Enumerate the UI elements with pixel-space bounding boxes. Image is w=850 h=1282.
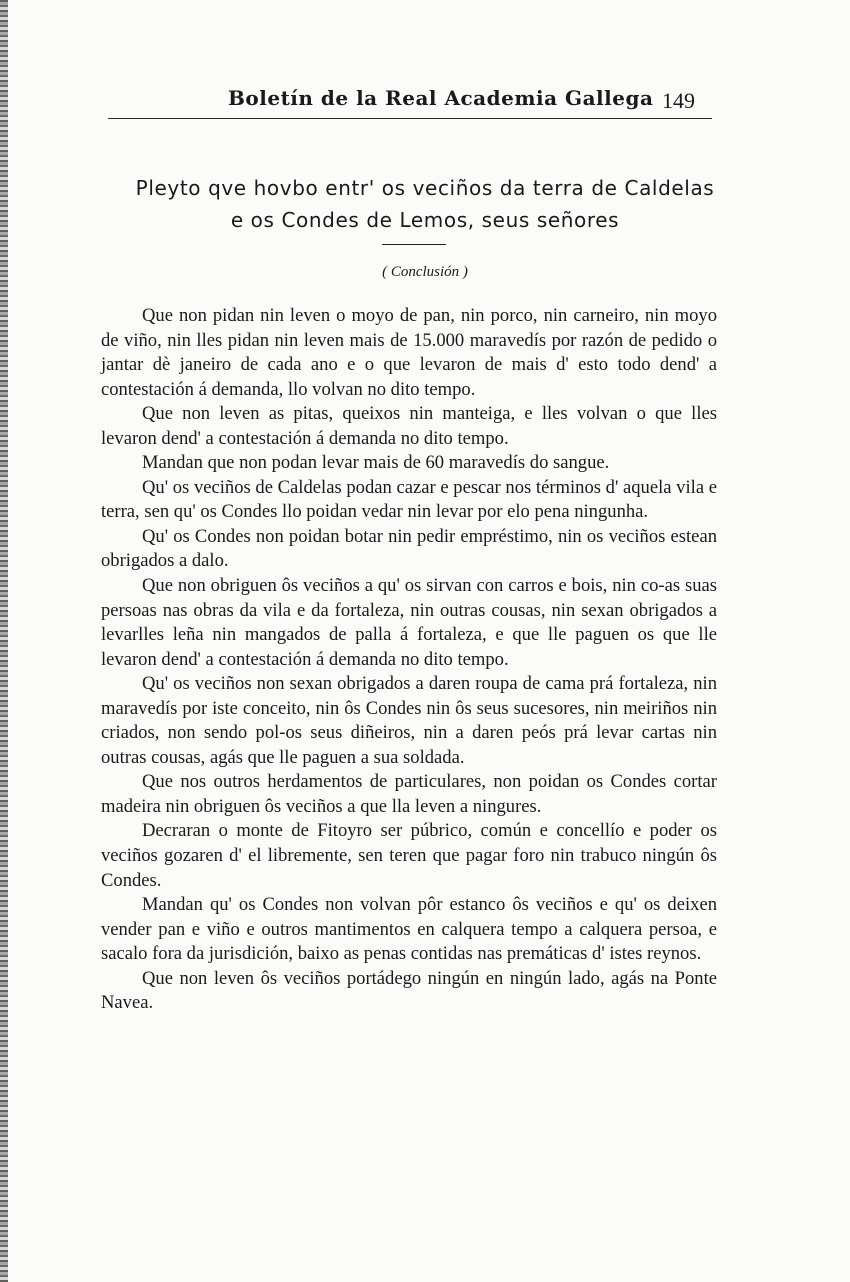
page-number: 149 (662, 88, 695, 113)
article-title-line-2: e os Condes de Lemos, seus señores (230, 208, 620, 232)
paragraph: Qu' os veciños de Caldelas podan cazar e pescar nos términos d' aquela vila e terra, sen qu' os Condes llo poidan vedar nin levar por elo pena ningunha. (101, 476, 717, 523)
article-body (101, 304, 717, 1016)
paragraph: Que non leven ôs veciños portádego ningún en ningún lado, agás na Ponte Navea. (101, 967, 717, 1014)
paragraph: Mandan que non podan levar mais de 60 maravedís do sangue. (142, 452, 610, 474)
running-title: Boletín de la Real Academia Gallega (228, 86, 654, 110)
paragraph: Que non leven as pitas, queixos nin manteiga, e lles volvan o que lles levaron dend' a contestación á demanda no dito tempo. (101, 403, 717, 449)
paragraph: Qu' os Condes non poidan botar nin pedir empréstimo, nin os veciños estean obrigados a dalo. (101, 525, 717, 572)
title-rule (382, 244, 446, 245)
paragraph: Que nos outros herdamentos de particulares, non poidan os Condes cortar madeira nin obriguen ôs veciños a que lla leven a ningures. (101, 771, 717, 817)
header-rule (108, 118, 712, 119)
article-title-line-1: Pleyto qve hovbo entr' os veciños da terra de Caldelas (135, 176, 715, 200)
article-title (0, 172, 850, 236)
paragraph: Que non pidan nin leven o moyo de pan, nin porco, nin carneiro, nin moyo de viño, nin lles pidan nin leven mais de 15.000 maravedís por razón de pedido o jantar dè janeiro de cada ano e o que levaron de mais d' esto todo dend' a contestación á demanda, llo volvan no dito tempo. (101, 305, 717, 400)
paragraph: Que non obriguen ôs veciños a qu' os sirvan con carros e bois, nin co-as suas persoas nas obras da vila e da fortaleza, nin outras cousas, nin sexan obrigados a levarlles leña nin mangados de palla á fortaleza, e que lle paguen os que lle levaron dend' a contestación á demanda no dito tempo. (101, 575, 717, 670)
paragraph: Mandan qu' os Condes non volvan pôr estanco ôs veciños e qu' os deixen vender pan e viño e outros mantimentos en calquera tempo a calquera persoa, e sacalo fora da jurisdición, baixo as penas contidas nas premáticas d' istes reynos. (101, 894, 717, 965)
subheading: ( Conclusión ) (382, 264, 468, 280)
paragraph: Decraran o monte de Fitoyro ser púbrico, común e concellío e poder os veciños gozaren d' el libremente, sen teren que pagar foro nin trabuco ningún ôs Condes. (101, 820, 717, 891)
running-head (0, 86, 850, 116)
paragraph: Qu' os veciños non sexan obrigados a daren roupa de cama prá fortaleza, nin maravedís por iste conceito, nin ôs Condes nin ôs seus sucesores, nin meiriños nin criados, non sendo pol-os seus diñeiros, nin a daren peós prá levar cartas nin outras cousas, agás que lle paguen a sua soldada. (101, 673, 717, 768)
